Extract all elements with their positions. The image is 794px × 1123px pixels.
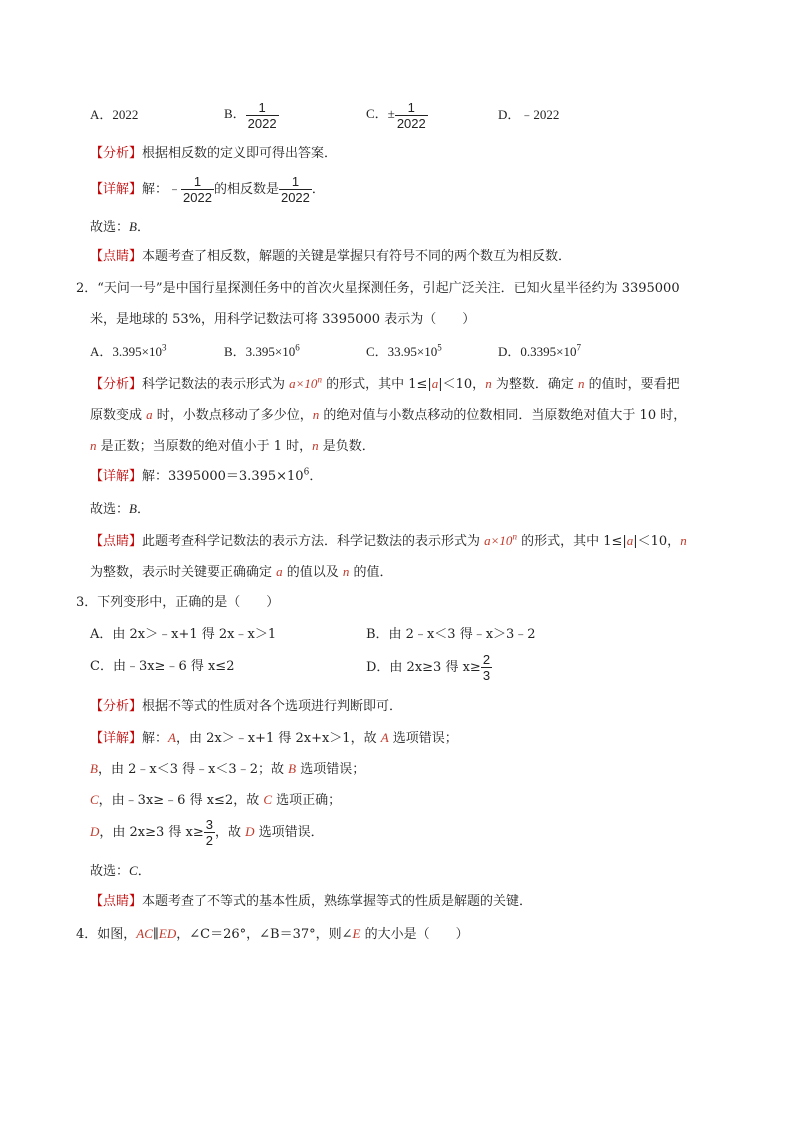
q1-option-b (224, 96, 279, 132)
numerator: 1 (246, 100, 279, 116)
variable: D (90, 824, 100, 839)
sci-form: a×10 (289, 376, 318, 391)
detail-tag: 【详解】 (90, 731, 143, 746)
detail-tag: 【详解】 (90, 182, 143, 197)
q4-stem (76, 925, 469, 944)
variable: a (146, 407, 153, 422)
text: ，由 2﹣x＜3 得﹣x＜3﹣2；故 (97, 762, 289, 777)
q1-option-a: A．2022 (90, 107, 139, 122)
exponent: n (317, 374, 322, 385)
q3-answer (90, 862, 151, 881)
q3-comment (90, 893, 532, 911)
detail-tag: 【详解】 (90, 469, 143, 484)
text: 选项错误． (254, 825, 324, 840)
text: 的形式，其中 1≤| (516, 534, 627, 549)
q3-detail-line2 (90, 760, 365, 779)
variable: A (380, 730, 389, 745)
variable: a (626, 533, 634, 548)
text: 为整数，表示时关键要正确确定 (90, 565, 277, 580)
q2-analysis-line1 (90, 375, 680, 394)
text: 时，小数点移动了多少位， (152, 408, 313, 423)
denominator: 2022 (280, 190, 310, 205)
exponent: 6 (303, 467, 310, 478)
q1-analysis (90, 145, 337, 163)
analysis-text: 根据相反数的定义即可得出答案． (142, 146, 338, 161)
q3-option-a: A．由 2x＞﹣x+1 得 2x﹣x＞1 (90, 627, 277, 642)
answer-end: ． (136, 502, 150, 517)
text: 是正数；当原数的绝对值小于 1 时， (96, 439, 313, 454)
exponent: n (512, 531, 517, 542)
text: 此题考查科学记数法的表示方法．科学记数法的表示形式为 (142, 534, 485, 549)
variable: C (263, 792, 273, 807)
q3-option-b: B．由 2﹣x＜3 得﹣x＞3﹣2 (366, 627, 536, 642)
variable: B (90, 761, 98, 776)
q2-answer (90, 500, 150, 519)
text: 的形式，其中 1≤| (321, 377, 432, 392)
q2-analysis-line3 (90, 437, 375, 456)
variable: D (245, 824, 255, 839)
comment-tag: 【点睛】 (90, 249, 143, 264)
text: ，故 (215, 825, 246, 840)
numerator: 1 (279, 174, 312, 190)
q1-option-c-pm: ± (387, 106, 395, 121)
variable: C (90, 792, 99, 807)
q3-option-c: C．由﹣3x≥﹣6 得 x≤2 (90, 659, 235, 674)
text: 的值以及 (282, 565, 343, 580)
analysis-tag: 【分析】 (90, 377, 143, 392)
comment-tag: 【点睛】 (90, 894, 143, 909)
q2-comment-line1 (90, 532, 687, 551)
q3-detail-line1 (90, 729, 458, 748)
text: ，∠C＝26°，∠B＝37°，则∠ (176, 927, 353, 942)
numerator: 2 (482, 652, 491, 667)
denominator: 2022 (183, 190, 212, 205)
comment-tag: 【点睛】 (90, 534, 143, 549)
q3-analysis (90, 698, 402, 716)
variable: E (352, 926, 361, 941)
variable: n (577, 376, 585, 391)
text: 科学记数法的表示形式为 (142, 377, 290, 392)
answer-choice: B (129, 219, 137, 234)
q2-analysis-line2 (90, 406, 686, 425)
q3-detail-line3 (90, 791, 341, 810)
option-text: B．3.395×10 (224, 344, 296, 359)
variable: n (312, 407, 320, 422)
sci-form: a×10 (484, 533, 513, 548)
exponent: 5 (437, 342, 442, 353)
q3-stem: 3．下列变形中，正确的是（ ） (76, 595, 280, 610)
text: ，由 2x＞﹣x+1 得 2x+x＞1，故 (175, 731, 381, 746)
exponent: 6 (295, 342, 300, 353)
detail-mid: 的相反数是 (213, 182, 279, 197)
q1-detail (90, 172, 325, 208)
q3-detail-line4 (90, 814, 324, 851)
q2-detail (90, 468, 322, 486)
q1-option-c-label: C． (366, 106, 388, 121)
answer-pre: 故选： (90, 864, 130, 879)
detail-text: 解：3395000＝3.395×10 (142, 469, 304, 484)
detail-pre: 解：﹣ (142, 182, 182, 197)
text: 选项错误； (296, 762, 366, 777)
text: 选项正确； (272, 793, 342, 808)
q3-option-d (366, 650, 492, 686)
numerator: 1 (181, 174, 214, 190)
variable: n (485, 376, 492, 391)
denominator: 2022 (247, 115, 277, 131)
text: 解： (142, 731, 169, 746)
option-text: A．3.395×10 (90, 344, 162, 359)
detail-fraction-1 (181, 174, 214, 205)
q1-option-c-fraction (395, 100, 428, 131)
denominator: 2 (205, 833, 214, 848)
denominator: 2022 (396, 115, 426, 131)
q1-option-c (366, 96, 428, 132)
option-text: D．由 2x≥3 得 x≥ (366, 660, 481, 675)
answer-choice: C (129, 863, 138, 878)
exponent: 3 (161, 342, 167, 353)
detail-fraction-2 (279, 174, 312, 205)
comment-text: 本题考查了不等式的基本性质，熟练掌握等式的性质是解题的关键． (142, 894, 533, 909)
variable: AC (136, 926, 153, 941)
text: 原数变成 (90, 408, 147, 423)
numerator: 3 (205, 817, 214, 832)
text: 的大小是（ ） (360, 927, 469, 942)
detail-end: ． (309, 469, 323, 484)
option-text: C．33.95×10 (366, 344, 438, 359)
q1-answer (90, 218, 150, 237)
answer-choice: B (129, 501, 137, 516)
variable: a (431, 376, 439, 391)
analysis-tag: 【分析】 (90, 146, 143, 161)
variable: a (276, 564, 283, 579)
text: |＜10， (438, 377, 486, 392)
variable: ED (158, 926, 177, 941)
text: 是负数． (318, 439, 375, 454)
q2-comment-line2 (90, 563, 393, 582)
q2-option-b (224, 343, 300, 361)
q2-stem-line2: 米，是地球的 53%，用科学记数法可将 3395000 表示为（ ） (90, 312, 476, 327)
answer-end: ． (136, 220, 150, 235)
option-text: D．0.3395×10 (498, 344, 577, 359)
text: 的值． (349, 565, 393, 580)
analysis-text: 根据不等式的性质对各个选项进行判断即可． (142, 699, 403, 714)
answer-pre: 故选： (90, 220, 130, 235)
variable: n (680, 533, 687, 548)
comment-text: 本题考查了相反数，解题的关键是掌握只有符号不同的两个数互为相反数． (142, 249, 572, 264)
numerator: 1 (395, 100, 428, 116)
q1-option-b-label: B． (224, 106, 246, 121)
text: 的绝对值与小数点移动的位数相同．当原数绝对值大于 10 时， (319, 408, 687, 423)
variable: n (342, 564, 350, 579)
variable: B (288, 761, 297, 776)
q2-option-c (366, 343, 442, 361)
exponent: 7 (576, 342, 581, 353)
text: 4．如图， (76, 927, 137, 942)
q2-stem-line1: 2．“天问一号”是中国行星探测任务中的首次火星探测任务，引起广泛关注．已知火星半径约为 3395000 (76, 281, 680, 296)
q2-option-d (498, 343, 581, 361)
analysis-tag: 【分析】 (90, 699, 143, 714)
q2-option-a (90, 343, 166, 361)
text: |＜10， (633, 534, 681, 549)
answer-pre: 故选： (90, 502, 130, 517)
q1-comment (90, 248, 571, 266)
q3-detail-fraction (204, 817, 215, 848)
text: 为整数．确定 (491, 377, 578, 392)
q1-option-b-fraction (246, 100, 279, 131)
answer-end: ． (137, 864, 151, 879)
text: 选项错误； (388, 731, 458, 746)
text: 的值时，要看把 (584, 377, 680, 392)
text: ，由 2x≥3 得 x≥ (99, 825, 204, 840)
detail-end: ． (311, 182, 325, 197)
q3-option-d-fraction (481, 652, 492, 683)
variable: n (312, 438, 319, 453)
denominator: 3 (482, 668, 491, 683)
variable: A (168, 730, 176, 745)
variable: n (90, 438, 97, 453)
text: ∥ (152, 927, 159, 942)
text: ，由﹣3x≥﹣6 得 x≤2，故 (98, 793, 264, 808)
q1-option-d: D．﹣2022 (498, 107, 560, 122)
